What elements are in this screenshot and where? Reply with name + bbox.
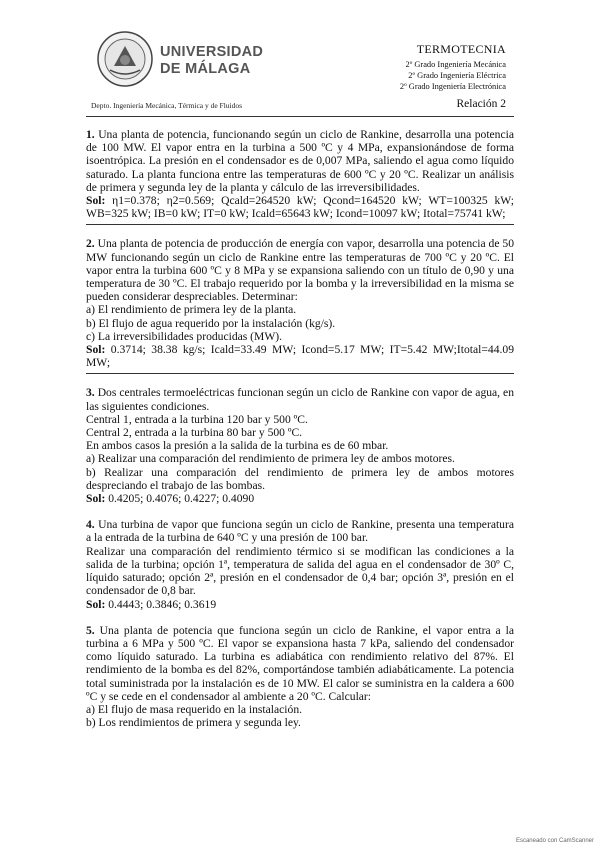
degree-line: 2º Grado Ingeniería Mecánica	[405, 60, 506, 69]
solution-text: 0.4205; 0.4076; 0.4227; 0.4090	[108, 492, 255, 506]
problem-text: Realizar una comparación del rendimiento térmico si se modifican las condiciones a la salida de la turbina; opción 1ª, temperatura de salida del agua en el condensador de 30º C, líquido saturado; opción 2ª, presión en el condensador de 0,4 bar; opción 3ª, presión en el condensador de 0,8 bar.	[86, 544, 514, 598]
header-divider	[86, 116, 514, 117]
department-name: Depto. Ingeniería Mecánica, Térmica y de Fluidos	[91, 101, 243, 110]
problem-item: c) La irreversibilidades producidas (MW).	[86, 329, 283, 343]
problem-number: 5.	[86, 623, 95, 637]
problem-text: Una planta de potencia que funciona según un ciclo de Rankine, el vapor entra a la turbina a 6 MPa y 500 ºC. El vapor se expansiona hasta 7 kPa, saliendo del condensador como líquido saturado. La turbina es adiabática con rendimiento relativo del 87%. El rendimiento de la bomba es del 82%, comportándose también adiabáticamente. La potencia total suministrada por la instalación es de 10 MW. El calor se suministra en la caldera a 600 ºC y se cede en el condensador al ambiente a 20 ºC. Calcular:	[86, 623, 515, 703]
problem-item: Central 2, entrada a la turbina 80 bar y 500 ºC.	[86, 426, 303, 440]
section-divider	[86, 224, 514, 225]
problem-1	[86, 128, 514, 220]
solution-label: Sol:	[86, 492, 106, 506]
problem-text: Dos centrales termoeléctricas funcionan según un ciclo de Rankine con vapor de agua, en las siguientes condiciones.	[86, 386, 514, 413]
problem-text: Una planta de potencia de producción de energía con vapor, desarrolla una potencia de 50 MW funcionando según un ciclo de Rankine entre las temperaturas de 700 ºC y 20 ºC. El vapor entra la turbina 600 ºC y 8 MPa y se expansiona saliendo con un título de 0,90 y una temperatura de 30 ºC. El trabajo requerido por la bomba y la irreversibilidad en la misma se pueden considerar despreciables. Determinar:	[86, 237, 515, 304]
problem-number: 3.	[86, 386, 95, 400]
solution-label: Sol:	[86, 194, 106, 208]
problem-5	[86, 624, 514, 730]
solution-text: 0.4443; 0.3846; 0.3619	[108, 597, 217, 611]
problem-4	[86, 518, 514, 610]
problem-item: Central 1, entrada a la turbina 120 bar y 500 ºC.	[86, 412, 308, 426]
problem-text: Una turbina de vapor que funciona según un ciclo de Rankine, presenta una temperatura a la entrada de la turbina de 640 ºC y una presión de 100 bar.	[86, 518, 514, 545]
course-title: TERMOTECNIA	[416, 42, 506, 56]
university-seal-icon	[96, 30, 154, 88]
section-divider	[86, 373, 514, 374]
problem-item: b) Realizar una comparación del rendimiento de primera ley de ambos motores despreciando el trabajo de las bombas.	[86, 465, 514, 492]
problem-item: En ambos casos la presión a la salida de la turbina es de 60 mbar.	[86, 439, 389, 453]
solution-label: Sol:	[86, 343, 106, 357]
solution-text: η1=0.378; η2=0.569; Qcald=264520 kW; Qcond=164520 kW; WT=100325 kW; WB=325 kW; IB=0 kW; IT=0 kW; Icald=65643 kW; Icond=10097 kW; Itotal=75741 kW;	[86, 194, 515, 221]
relation-number: Relación 2	[456, 98, 506, 110]
problem-item: a) Realizar una comparación del rendimiento de primera ley de ambos motores.	[86, 452, 455, 466]
problem-item: b) Los rendimientos de primera y segunda ley.	[86, 716, 301, 730]
problem-number: 1.	[86, 128, 95, 141]
problem-list	[86, 128, 514, 729]
problem-2	[86, 237, 514, 369]
scan-stamp: Escaneado con CamScanner	[515, 838, 594, 844]
degree-line: 2º Grado Ingeniería Eléctrica	[408, 71, 506, 80]
university-name: UNIVERSIDAD DE MÁLAGA	[160, 44, 264, 77]
problem-item: a) El rendimiento de primera ley de la planta.	[86, 303, 297, 317]
problem-number: 2.	[86, 237, 95, 251]
problem-3	[86, 386, 514, 505]
problem-text: Una planta de potencia, funcionando según un ciclo de Rankine, desarrolla una potencia de 100 MW. El vapor entra en la turbina a 500 ºC y 4 MPa, expansionándose de forma isoentrópica. La presión en el condensador es de 0,007 MPa, saliendo el agua como líquido saturado. La planta funciona entre las temperaturas de 600 ºC y 20 ºC. Realizar un análisis de primera y segunda ley de la planta y cálculo de las irreversibilidades.	[86, 128, 514, 194]
problem-item: b) El flujo de agua requerido por la instalación (kg/s).	[86, 316, 336, 330]
solution-label: Sol:	[86, 597, 106, 611]
degree-line: 2º Grado Ingeniería Electrónica	[399, 82, 506, 91]
problem-number: 4.	[86, 518, 95, 532]
problem-item: a) El flujo de masa requerido en la instalación.	[86, 702, 303, 716]
solution-text: 0.3714; 38.38 kg/s; Icald=33.49 MW; Icond=5.17 MW; IT=5.42 MW;Itotal=44.09 MW;	[86, 343, 514, 370]
course-info	[400, 42, 506, 110]
